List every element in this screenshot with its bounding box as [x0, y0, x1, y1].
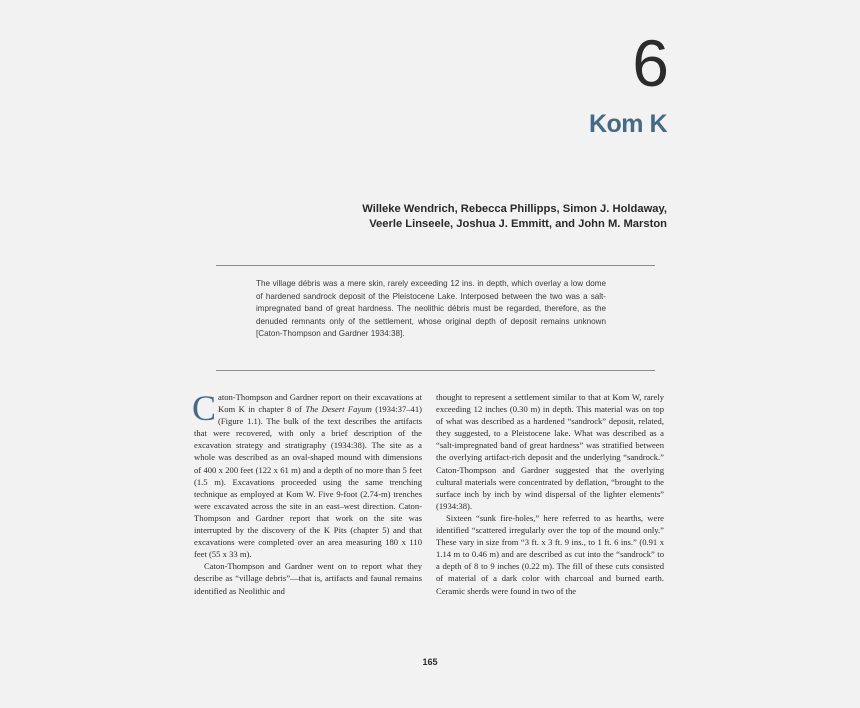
book-title: The Desert Fayum — [305, 404, 372, 415]
paragraph: thought to represent a settlement similar to that at Kom W, rarely exceeding 12 inches (0.30 m) in depth. This material was on top of what was described as a hardened “sandrock” deposit, related, they suggested, to a Pleistocene lake. What was described as a “salt-impregnated band of great hardness” was stratified between the overlying artifact-rich deposit and the underlying “sandrock.” Caton-Thompson and Gardner suggested that the overlying cultural materials were concentrated by deflation, “brought to the surface inch by inch by wind dispersal of the lighter elements” (1934:38). — [436, 392, 664, 511]
page-number: 165 — [422, 657, 438, 667]
paragraph: Sixteen “sunk fire-holes,” here referred to as hearths, were identified “scattered irregularly over the top of the mound only.” These vary in size from “3 ft. x 3 ft. 9 ins., to 1 ft. 6 ins.” (0.91 x 1.14 m to 0.46 m) and are described as cut into the “sandrock” to a depth of 8 to 9 inches (0.22 m). The fill of these cuts consisted of material of a dark color with charcoal and burned earth. Ceramic sherds were found in two of the — [436, 512, 664, 596]
epigraph-quote: The village débris was a mere skin, rarely exceeding 12 ins. in depth, which overlay a low dome of hardened sandrock deposit of the Pleistocene Lake. Interposed between the two was a salt-impregnated band of great hardness. The neolithic débris must be regarded, therefore, as the denuded remnants only of the settlement, whose original depth of deposit remains unknown [Caton-Thompson and Gardner 1934:38]. — [256, 279, 606, 339]
author-list — [227, 202, 667, 232]
body-column-left — [192, 388, 423, 597]
paragraph-text: (1934:37–41) (Figure 1.1). The bulk of the text describes the artifacts that were recovered, with only a brief description of the excavation strategy and stratigraphy (1934:38). The site as a whole was described as an oval-shaped mound with dimensions of 400 x 200 feet (122 x 61 m) and a depth of no more than 5 feet (1.5 m). Excavations proceeded using the same trenching technique as employed at Kom W. Five 9-foot (2.74-m) trenches were excavated across the site in an east–west direction. Caton-Thompson and Gardner report that work on the site was interrupted by the discovery of the K Pits (chapter 5) and that excavations were completed over an area measuring 180 x 110 feet (55 x 33 m). — [194, 404, 423, 560]
author-line-2: Veerle Linseele, Joshua J. Emmitt, and John M. Marston — [369, 218, 667, 230]
paragraph: Caton-Thompson and Gardner went on to report what they describe as “village debris”—that is, artifacts and faunal remains identified as Neolithic and — [194, 561, 422, 596]
author-line-1: Willeke Wendrich, Rebecca Phillipps, Simon J. Holdaway, — [362, 203, 667, 215]
epigraph-top-rule — [216, 265, 655, 266]
body-column-right — [436, 391, 664, 597]
chapter-number: 6 — [632, 26, 667, 100]
epigraph-bottom-rule — [216, 370, 655, 371]
paragraph — [192, 388, 423, 560]
chapter-title: Kom K — [588, 110, 667, 138]
paragraph-text: aton-Thompson and Gardner report on their excavations at Kom K in chapter 8 of — [218, 392, 422, 415]
drop-cap: C — [192, 388, 217, 428]
